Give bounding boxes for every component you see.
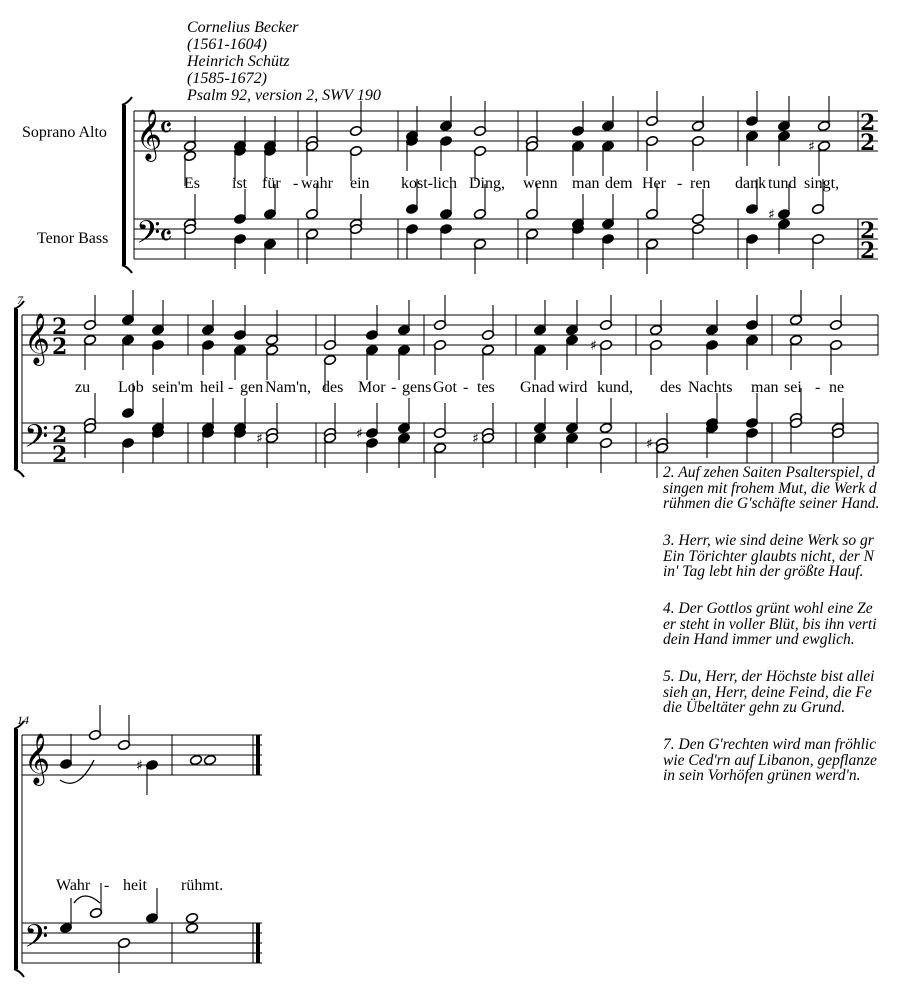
time-sig-numerator: 2 — [52, 422, 68, 448]
sharp-sign: ♯ — [256, 431, 263, 447]
lyric-syllable: Lob — [118, 379, 144, 396]
sharp-sign: ♯ — [472, 431, 479, 447]
lyric-syllable: Got — [433, 379, 457, 396]
lyric-syllable: - — [228, 379, 234, 396]
lyric-syllable: kund, — [597, 379, 633, 396]
slur — [74, 896, 100, 903]
lyric-syllable: Wahr — [56, 877, 91, 894]
lyric-syllable: ein — [350, 175, 370, 192]
poet-dates: (1561-1604) — [187, 36, 267, 53]
lyric-syllable: Mor — [358, 379, 386, 396]
common-time-icon: 𝄴 — [159, 219, 173, 254]
verse-3: 3. Herr, wie sind deine Werk so gr Ein Törichter glaubts nicht, der N in' Tag lebt hin der größte Hauf. — [663, 532, 874, 580]
time-sig-denominator: 2 — [52, 334, 68, 360]
bass-clef-icon: 𝄢 — [24, 918, 49, 962]
sharp-sign: ♯ — [356, 426, 363, 442]
poet-name: Cornelius Becker — [187, 19, 299, 36]
lyric-syllable: ren — [690, 175, 711, 192]
lyric-syllable: wenn — [523, 175, 558, 192]
treble-clef-icon: 𝄞 — [24, 313, 51, 364]
lyric-syllable: gen — [240, 379, 264, 396]
lyric-syllable: singt, — [804, 175, 840, 192]
bass-clef-icon: 𝄢 — [136, 214, 161, 258]
time-sig-numerator: 2 — [860, 110, 876, 136]
lyric-syllable: dank — [735, 175, 767, 192]
treble-clef-icon: 𝄞 — [136, 109, 163, 160]
verse-4: 4. Der Gottlos grünt wohl eine Ze er steht in voller Blüt, bis ihn verti dein Hand immer und ewglich. — [663, 600, 877, 648]
lyric-syllable: Gnad — [520, 379, 555, 396]
lyric-syllable: heil — [200, 379, 224, 396]
lyric-syllable: Nam'n, — [265, 379, 311, 396]
whole-note — [189, 754, 202, 765]
lyric-syllable: - — [463, 379, 469, 396]
lyric-syllable: dem — [605, 175, 633, 192]
bracket-hook — [122, 97, 132, 105]
lyric-syllable: Her — [642, 175, 666, 192]
lyric-syllable: Es — [184, 175, 200, 192]
whole-note — [185, 912, 198, 923]
verse-7: 7. Den G'rechten wird man fröhlic wie Ced'rn auf Libanon, gepflanze in sein Vorhöfen grünen werd'n. — [663, 736, 877, 784]
time-sig-numerator: 2 — [52, 314, 68, 340]
lyric-syllable: wahr — [301, 175, 333, 192]
bass-clef-icon: 𝄢 — [24, 418, 49, 462]
lyric-syllable: Nachts — [688, 379, 733, 396]
lyric-syllable: heit — [123, 877, 147, 894]
bracket-hook — [14, 721, 24, 729]
lyric-syllable: zu — [75, 379, 91, 396]
bracket-hook — [14, 301, 24, 309]
verse-2: 2. Auf zehen Saiten Psalterspiel, d singen mit frohem Mut, die Werk d rühmen die G'schäfte seiner Hand. — [663, 464, 880, 512]
sharp-sign: ♯ — [808, 139, 815, 155]
sharp-sign: ♯ — [768, 207, 775, 223]
time-sig-denominator: 2 — [860, 238, 876, 264]
whole-note — [185, 922, 198, 933]
sharp-sign: ♯ — [646, 436, 653, 452]
lyric-syllable: Ding, — [469, 175, 505, 192]
lyric-syllable: - — [815, 379, 821, 396]
lyric-syllable: - — [391, 379, 397, 396]
lyric-syllable: sein'm — [152, 379, 194, 396]
lyric-syllable: wird — [558, 379, 588, 396]
voice-label-tenor-bass: Tenor Bass — [37, 230, 109, 247]
work-title: Psalm 92, version 2, SWV 190 — [187, 87, 381, 104]
measure-number-7: 7 — [17, 293, 23, 307]
lyric-syllable: des — [660, 379, 682, 396]
lyric-syllable: - — [677, 175, 683, 192]
composer-name: Heinrich Schütz — [187, 53, 290, 70]
lyric-syllable: des — [322, 379, 344, 396]
lyric-syllable: ne — [829, 379, 845, 396]
composer-dates: (1585-1672) — [187, 70, 267, 87]
lyric-syllable: tund — [768, 175, 797, 192]
time-sig-denominator: 2 — [860, 130, 876, 156]
lyric-syllable: man — [572, 175, 600, 192]
bracket-hook — [122, 265, 132, 273]
lyric-syllable: kost-lich — [401, 175, 457, 192]
bracket-hook — [14, 469, 24, 477]
lyric-syllable: ist — [232, 175, 248, 192]
verse-5: 5. Du, Herr, der Höchste bist allei sieh an, Herr, deine Feind, die Fe die Übeltäter gehn zu Grund. — [663, 668, 875, 716]
lyric-syllable: man — [751, 379, 779, 396]
sharp-sign: ♯ — [590, 338, 597, 354]
sharp-sign: ♯ — [136, 758, 143, 774]
lyric-syllable: tes — [477, 379, 495, 396]
common-time-icon: 𝄴 — [159, 111, 173, 146]
system-bracket — [14, 309, 18, 469]
measure-number-14: 14 — [17, 713, 29, 727]
lyric-syllable: - — [293, 175, 299, 192]
system-bracket — [122, 105, 126, 265]
treble-clef-icon: 𝄞 — [24, 733, 51, 784]
system-bracket — [14, 729, 18, 969]
lyric-syllable: für — [262, 175, 281, 192]
lyric-syllable: - — [104, 877, 110, 894]
voice-label-soprano-alto: Soprano Alto — [22, 124, 107, 141]
time-sig-denominator: 2 — [52, 442, 68, 468]
lyric-syllable: gens — [402, 379, 432, 396]
time-sig-numerator: 2 — [860, 218, 876, 244]
lyric-syllable: sei — [784, 379, 802, 396]
lyric-syllable: rühmt. — [181, 877, 224, 894]
whole-note — [203, 754, 216, 765]
bracket-hook — [14, 969, 24, 977]
